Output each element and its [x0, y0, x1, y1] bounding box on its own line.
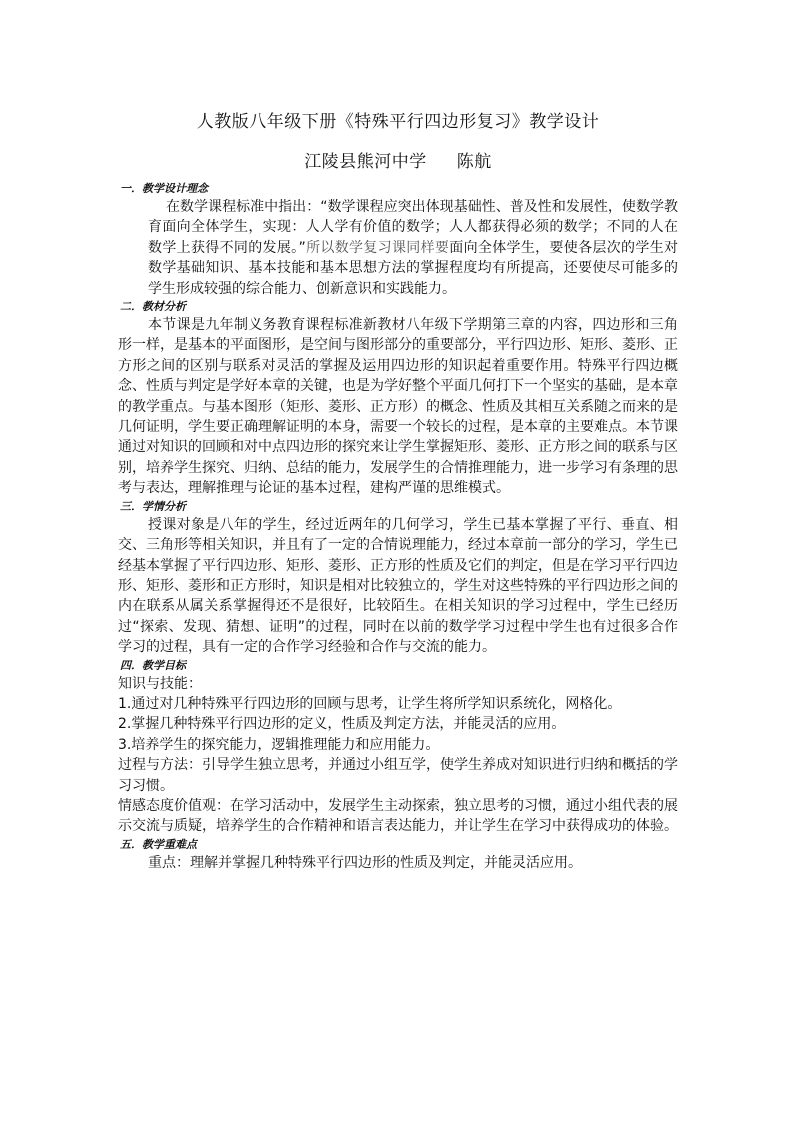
author-name: 陈航	[456, 152, 492, 172]
design-concept-quote: 在数学课程标准中指出：“数学课程应突出体现基础性、普及性和发展性，使数学教育面向全体学生，实现：人人学有价值的数学；人人都获得必须的数学；不同的人在数学上获得不同的发展。”	[148, 199, 678, 256]
section-heading-teaching-goals: 四．教学目标	[120, 658, 186, 672]
design-concept-rest: 面向全体学生，要使各层次的学生对数学基础知识、基本技能和基本思想方法的掌握程度均有所提高，还要使尽可能多的学生形成较强的综合能力、创新意识和实践能力。	[148, 239, 679, 297]
section-heading-textbook-analysis: 二．教材分析	[120, 300, 186, 314]
author-school: 江陵县熊河中学	[304, 152, 427, 172]
document-title: 人教版八年级下册《特殊平行四边形复习》教学设计	[196, 112, 600, 132]
section-heading-key-points: 五．教学重难点	[120, 837, 197, 851]
key-points-paragraph: 重点：理解并掌握几种特殊平行四边形的性质及判定，并能灵活应用。	[148, 854, 582, 871]
goal-item-1: 1.通过对几种特殊平行四边形的回顾与思考，让学生将所学知识系统化，网格化。	[118, 695, 622, 712]
section-heading-student-analysis: 三．学情分析	[120, 499, 186, 513]
goal-item-3: 3.培养学生的探究能力，逻辑推理能力和应用能力。	[118, 736, 440, 753]
author-line	[118, 151, 678, 173]
student-analysis-paragraph: 授课对象是八年的学生，经过近两年的几何学习，学生已基本掌握了平行、垂直、相交、三角形等相关知识，并且有了一定的合情说理能力，经过本章前一部分的学习，学生已经基本掌握了平行四边形、矩形、菱形、正方形的性质及它们的判定，但是在学习平行四边形、矩形、菱形和正方形时，知识是相对比较独立的，学生对这些特殊的平行四边形之间的内在联系从属关系掌握得还不是很好，比较陌生。在相关知识的学习过程中，学生已经历过“探索、发现、猜想、证明”的过程，同时在以前的数学学习过程中学生也有过很多合作学习的过程，具有一定的合作学习经验和合作与交流的能力。	[118, 516, 678, 656]
document-body	[118, 181, 678, 873]
goal-attitude-values: 情感态度价值观：在学习活动中，发展学生主动探索，独立思考的习惯，通过小组代表的展示交流与质疑，培养学生的合作精神和语言表达能力，并让学生在学习中获得成功的体验。	[118, 797, 678, 835]
textbook-analysis-paragraph: 本节课是九年制义务教育课程标准新教材八年级下学期第三章的内容，四边形和三角形一样，是基本的平面图形，是空间与图形部分的重要部分，平行四边形、矩形、菱形、正方形之间的区别与联系对灵活的掌握及运用四边形的知识起着重要作用。特殊平行四边概念、性质与判定是学好本章的关键，也是为学好整个平面几何打下一个坚实的基础，是本章的教学重点。与基本图形（矩形、菱形、正方形）的概念、性质及其相互关系随之而来的是几何证明，学生要正确理解证明的本身，需要一个较长的过程，是本章的主要难点。本节课通过对知识的回顾和对中点四边形的探究来让学生掌握矩形、菱形、正方形之间的联系与区别，培养学生探究、归纳、总结的能力，发展学生的合情推理能力，进一步学习有条理的思考与表达，理解推理与论证的基本过程，建构严谨的思维模式。	[118, 317, 678, 497]
design-concept-paragraph	[118, 197, 678, 299]
goal-process-method: 过程与方法：引导学生独立思考，并通过小组互学，使学生养成对知识进行归纳和概括的学习习惯。	[118, 757, 678, 794]
goals-knowledge-label: 知识与技能：	[118, 675, 202, 692]
goal-item-2: 2.掌握几种特殊平行四边形的定义，性质及判定方法，并能灵活的应用。	[118, 716, 566, 733]
design-concept-note: 所以数学复习课同样要	[305, 239, 450, 256]
section-heading-design-concept: 一．教学设计理念	[120, 182, 208, 195]
